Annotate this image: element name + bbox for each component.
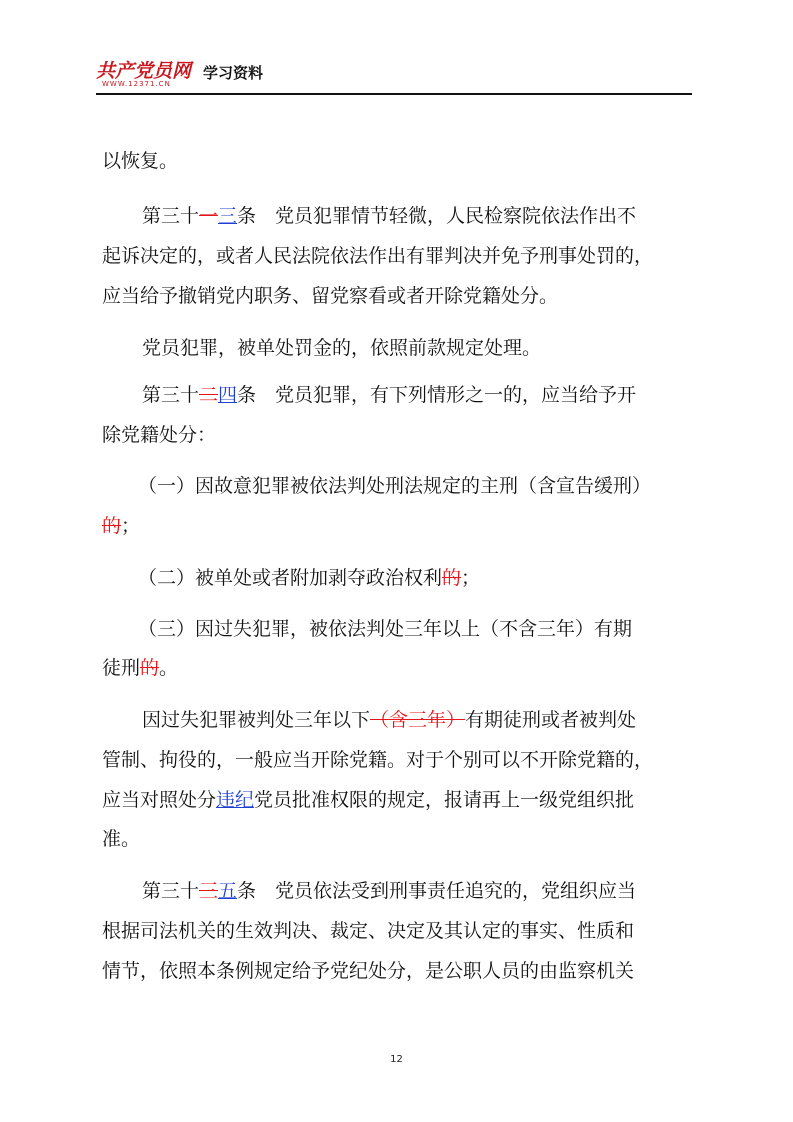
deleted-text: 三 [199, 880, 219, 902]
site-logo: 共产党员网 [96, 60, 192, 82]
site-logo-url: WWW.12371.CN [102, 80, 171, 88]
list-item: （三）因过失犯罪，被依法判处三年以上（不含三年）有期 [138, 618, 633, 640]
text-line: 徒刑的。 [102, 657, 179, 679]
deleted-text: 的 [442, 567, 462, 589]
deleted-text: 一 [199, 205, 219, 227]
text-line: 根据司法机关的生效判决、裁定、决定及其认定的事实、性质和 [102, 920, 635, 942]
header-divider [96, 93, 692, 95]
inserted-text: 三 [218, 205, 238, 227]
text-line: 的； [102, 515, 141, 537]
text-line: 准。 [102, 828, 141, 850]
text-line: 党员犯罪，被单处罚金的，依照前款规定处理。 [142, 337, 542, 359]
text-line: 应当对照处分违纪党员批准权限的规定，报请再上一级党组织批 [102, 789, 635, 811]
list-item: （二）被单处或者附加剥夺政治权利的； [138, 567, 481, 589]
header-title: 学习资料 [203, 64, 264, 82]
text-line: 情节，依照本条例规定给予党纪处分，是公职人员的由监察机关 [102, 960, 635, 982]
inserted-text: 五 [218, 880, 238, 902]
text-line: 管制、拘役的，一般应当开除党籍。对于个别可以不开除党籍的， [102, 749, 654, 771]
deleted-text: （含三年） [370, 709, 466, 731]
page-number: 12 [390, 1054, 403, 1065]
list-item: （一）因故意犯罪被依法判处刑法规定的主刑（含宣告缓刑） [138, 475, 652, 497]
document-header [96, 56, 692, 96]
text-line: 除党籍处分： [102, 424, 217, 446]
article-34-heading: 第三十二四条 党员犯罪，有下列情形之一的，应当给予开 [142, 384, 637, 406]
text-line: 起诉决定的，或者人民法院依法作出有罪判决并免予刑事处罚的， [102, 245, 654, 267]
inserted-text: 四 [218, 384, 238, 406]
inserted-text: 违纪 [216, 789, 255, 811]
article-35-heading: 第三十三五条 党员依法受到刑事责任追究的，党组织应当 [142, 880, 637, 902]
deleted-text: 的 [102, 515, 122, 537]
deleted-text: 的 [140, 657, 160, 679]
article-33-heading: 第三十一三条 党员犯罪情节轻微，人民检察院依法作出不 [142, 205, 637, 227]
deleted-text: 二 [199, 384, 219, 406]
text-line: 因过失犯罪被判处三年以下（含三年）有期徒刑或者被判处 [142, 709, 637, 731]
text-line: 以恢复。 [102, 150, 179, 172]
text-line: 应当给予撤销党内职务、留党察看或者开除党籍处分。 [102, 285, 559, 307]
